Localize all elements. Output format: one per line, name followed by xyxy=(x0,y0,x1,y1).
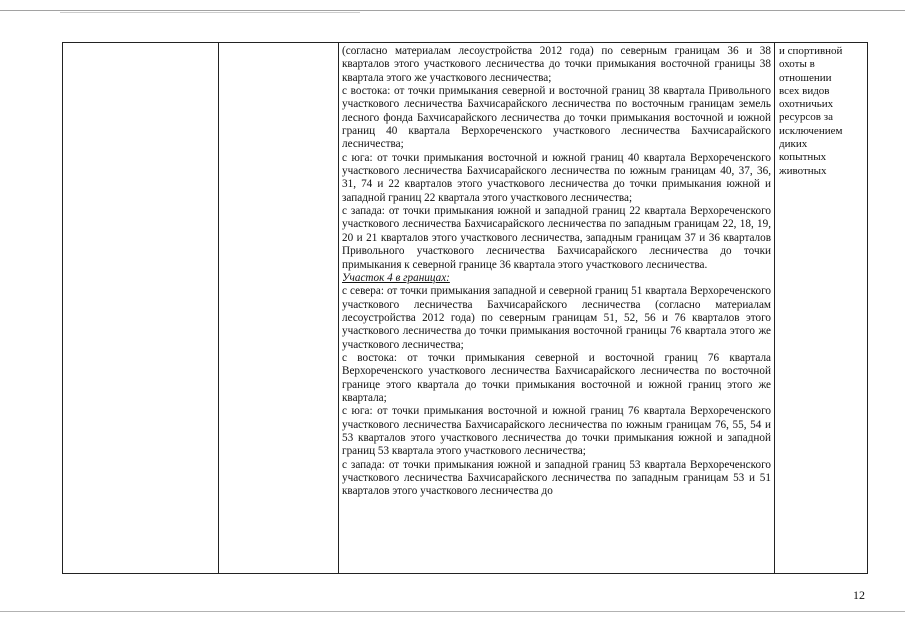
page-number: 12 xyxy=(853,588,865,602)
paragraph: с запада: от точки примыкания южной и западной границ 22 квартала Верхореченского участкового лесничества Бахчисарайского лесничества по западным границам 22, 18, 19, 20 и 21 кварталов этого участкового лесничества, западным границам 37 и 36 кварталов Привольного участкового лесничества Бахчисарайского лесничества до точки примыкания к северной границе 36 квартала этого участкового лесничества. xyxy=(342,205,771,271)
scan-edge-top xyxy=(0,10,905,11)
side-line: отношении xyxy=(779,71,832,84)
side-line: всех видов xyxy=(779,84,830,97)
side-line: ресурсов за xyxy=(779,111,833,124)
paragraph: с юга: от точки примыкания восточной и южной границ 40 квартала Верхореченского участкового лесничества Бахчисарайского лесничества по южным границам 40, 37, 36, 31, 74 и 22 кварталов этого участкового лесничества до точки примыкания южной и западной границ 22 квартала этого участкового лесничества; xyxy=(342,151,771,204)
paragraph: с востока: от точки примыкания северной и восточной границ 76 квартала Верхореченского участкового лесничества Бахчисарайского лесничества по восточной границе этого квартала до точки примыкания восточной и южной границ этого же квартала; xyxy=(342,351,771,404)
paragraph: с востока: от точки примыкания северной и восточной границ 38 квартала Привольного участкового лесничества Бахчисарайского лесничества по восточным границам земель лесного фонда Бахчисарайского лесничества до точки примыкания восточной и южной границ 40 квартала Верхореченского участкового лесничества Бахчисарайского лесничества; xyxy=(342,85,771,151)
side-line: копытных xyxy=(779,151,827,164)
section-heading: Участок 4 в границах: xyxy=(342,271,450,284)
paragraph: (согласно материалам лесоустройства 2012 года) по северным границам 36 и 38 кварталов этого участкового лесничества до точки примыкания восточной границы 38 квартала этого же участкового лесничества; xyxy=(342,45,771,84)
hunting-type-cell xyxy=(775,43,868,574)
boundary-description-text xyxy=(339,43,774,573)
hunting-type-text xyxy=(775,43,867,178)
side-line: исключением xyxy=(779,124,843,137)
side-line: охоты в xyxy=(779,58,815,71)
paragraph: с запада: от точки примыкания южной и западной границ 53 квартала Верхореченского участкового лесничества Бахчисарайского лесничества по западным границам 53 и 51 кварталов этого участкового лесничества до xyxy=(342,458,771,498)
table-row xyxy=(63,43,868,574)
table-cell-empty-2 xyxy=(219,43,339,574)
paragraph: с севера: от точки примыкания западной и северной границ 51 квартала Верхореченского участкового лесничества Бахчисарайского лесничества (согласно материалам лесоустройства 2012 года) по северным границам 51, 52, 56 и 76 кварталов этого участкового лесничества до точки примыкания восточной границы 76 квартала этого же участкового лесничества; xyxy=(342,285,771,351)
side-line: охотничьих xyxy=(779,98,834,111)
table-cell-empty-1 xyxy=(63,43,219,574)
side-line: и спортивной xyxy=(779,45,843,57)
boundaries-table xyxy=(62,42,868,574)
boundary-description-cell xyxy=(339,43,775,574)
scan-edge-bottom xyxy=(0,611,905,612)
scan-edge-top-faint xyxy=(60,12,360,13)
paragraph: с юга: от точки примыкания восточной и южной границ 76 квартала Верхореченского участкового лесничества Бахчисарайского лесничества по южным границам 76, 55, 54 и 53 кварталов этого участкового лесничества до точки примыкания южной и западной границ 53 квартала этого участкового лесничества; xyxy=(342,405,771,458)
side-line: животных xyxy=(779,164,827,177)
side-line: диких xyxy=(779,138,808,151)
